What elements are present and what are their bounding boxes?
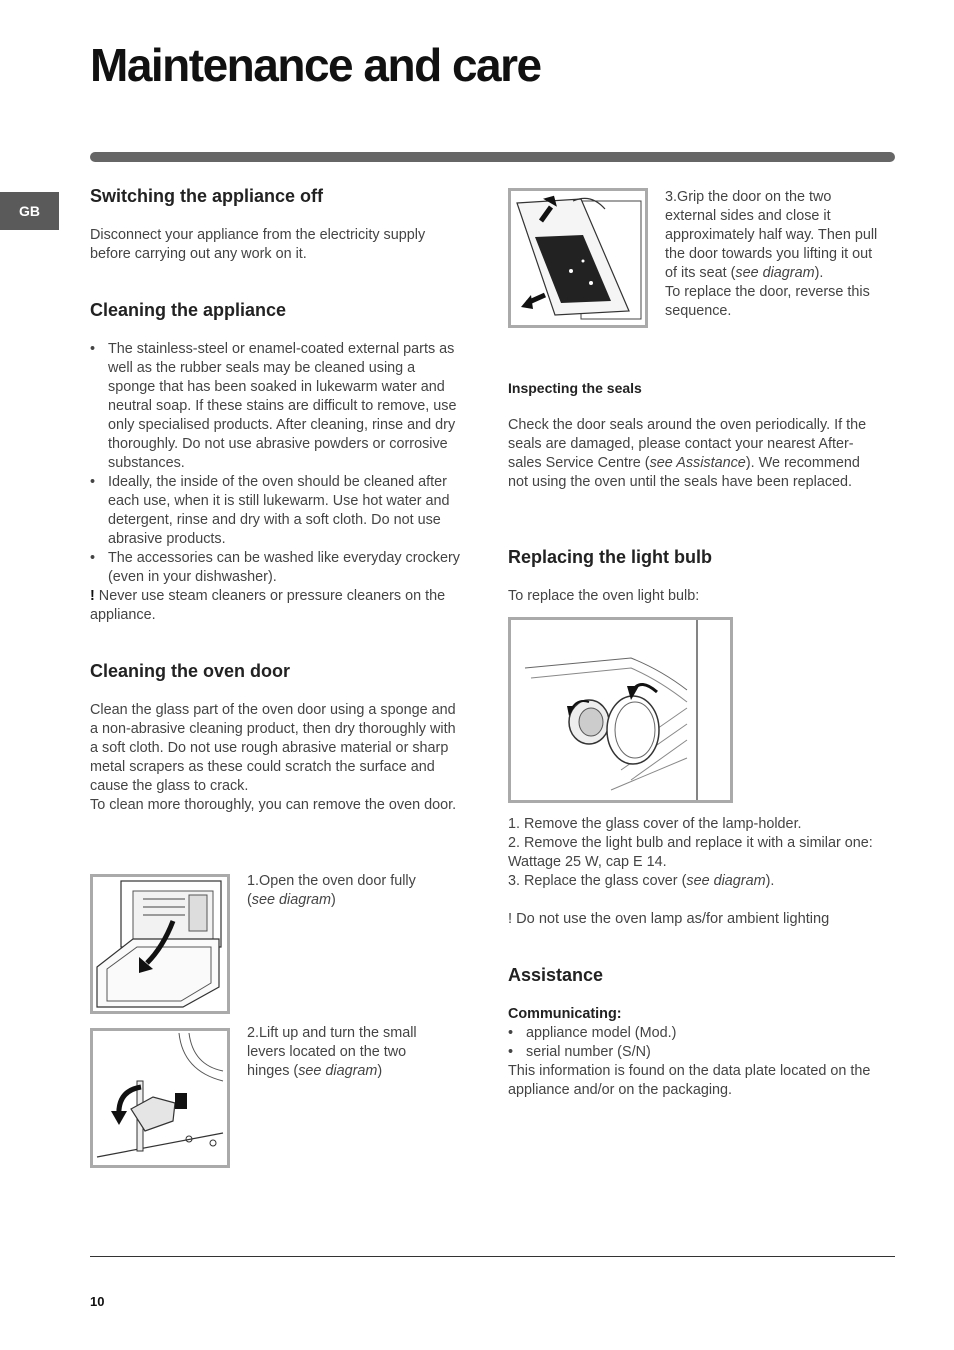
step-1-ref: see diagram [251,892,331,908]
warning-text: Never use steam cleaners or pressure cleaners on the appliance. [90,588,446,623]
cleaning-warning [90,587,462,625]
step-1-end: ) [331,892,336,908]
seals-ref: see Assistance [649,455,746,471]
open-door-diagram [90,874,230,1014]
list-item: • The accessories can be washed like everyday crockery (even in your dishwasher). [90,549,462,587]
list-item: • appliance model (Mod.) [508,1024,883,1043]
seals-text-a: Check the door seals around the oven periodically. If the seals are damaged, please contact your nearest After-sales Service Centre ( [508,417,867,471]
bulb-warning: ! Do not use the oven lamp as/for ambient lighting [508,911,830,927]
switching-text: Disconnect your appliance from the electricity supply before carrying out any work on it. [90,227,426,262]
bulb-steps [508,815,888,891]
cleaning-door-text-2: To clean more thoroughly, you can remove the oven door. [90,797,457,813]
language-tab: GB [0,192,59,230]
cleaning-appliance-heading: Cleaning the appliance [90,300,287,320]
step-2-ref: see diagram [298,1063,378,1079]
seals-heading: Inspecting the seals [508,380,642,396]
assistance-list [508,1024,883,1062]
bulb-step-3-b: ). [765,873,775,889]
switching-heading: Switching the appliance off [90,186,324,206]
cleaning-appliance-body [90,340,462,625]
seals-text-b: ). We recommend not using the oven until the seals have been replaced. [508,455,860,490]
step-2-end: ) [377,1063,383,1079]
header-rule [90,152,895,162]
list-item: • serial number (S/N) [508,1043,883,1062]
step-3-end: ). [814,265,824,281]
cleaning-door-body [90,701,460,815]
bulb-step-3-ref: see diagram [686,873,766,889]
lamp-holder-diagram [508,617,733,803]
page-number: 10 [90,1294,105,1309]
step-3-replace: To replace the door, reverse this sequence. [665,284,870,319]
seals-text [508,416,883,492]
warning-mark: ! [90,588,95,604]
door-step-3 [665,188,880,321]
remove-door-diagram [508,188,648,328]
cleaning-door-text-1: Clean the glass part of the oven door using a sponge and a non-abrasive cleaning product, then dry thoroughly with a soft cloth. Do not use rough abrasive material or sharp metal scrapers as these could scratch the surface and cause the glass to crack. [90,702,456,794]
step-2-text: 2.Lift up and turn the small levers located on the two hinges ( [247,1025,417,1079]
bulb-step-2: 2. Remove the light bulb and replace it with a similar one: Wattage 25 W, cap E 14. [508,835,873,870]
footer-rule [90,1256,895,1257]
step-3-para [665,188,880,283]
bulb-heading: Replacing the light bulb [508,547,712,567]
step-1-text: 1.Open the oven door fully ( [247,873,416,908]
assistance-heading: Assistance [508,965,604,985]
step-3-ref: see diagram [735,265,815,281]
assistance-text: This information is found on the data plate located on the appliance and/or on the packaging. [508,1063,871,1098]
door-step-2 [247,1024,447,1081]
hinge-lever-diagram [90,1028,230,1168]
cleaning-door-heading: Cleaning the oven door [90,661,291,681]
bulb-intro: To replace the oven light bulb: [508,588,700,604]
step-3-text: 3.Grip the door on the two external sides and close it approximately half way. Then pull the door towards you lifting it out of its seat ( [665,189,878,281]
door-step-1 [247,872,447,910]
assistance-body [508,1005,883,1100]
list-item: • The stainless-steel or enamel-coated external parts as well as the rubber seals may be cleaned using a sponge that has been soaked in lukewarm water and neutral soap. If these stains are difficult to remove, use only specialised products. After cleaning, rinse and dry thoroughly. Do not use abrasive powders or corrosive substances. [90,340,462,473]
bulb-step-3-a: 3. Replace the glass cover ( [508,873,687,889]
assistance-sub: Communicating: [508,1006,622,1022]
bulb-step-3 [508,872,888,891]
cleaning-appliance-list [90,340,462,587]
list-item: • Ideally, the inside of the oven should be cleaned after each use, when it is still lukewarm. Use hot water and detergent, rinse and dry with a soft cloth. Do not use abrasive products. [90,473,462,549]
bulb-step-1: 1. Remove the glass cover of the lamp-holder. [508,816,802,832]
page-title: Maintenance and care [90,39,541,91]
